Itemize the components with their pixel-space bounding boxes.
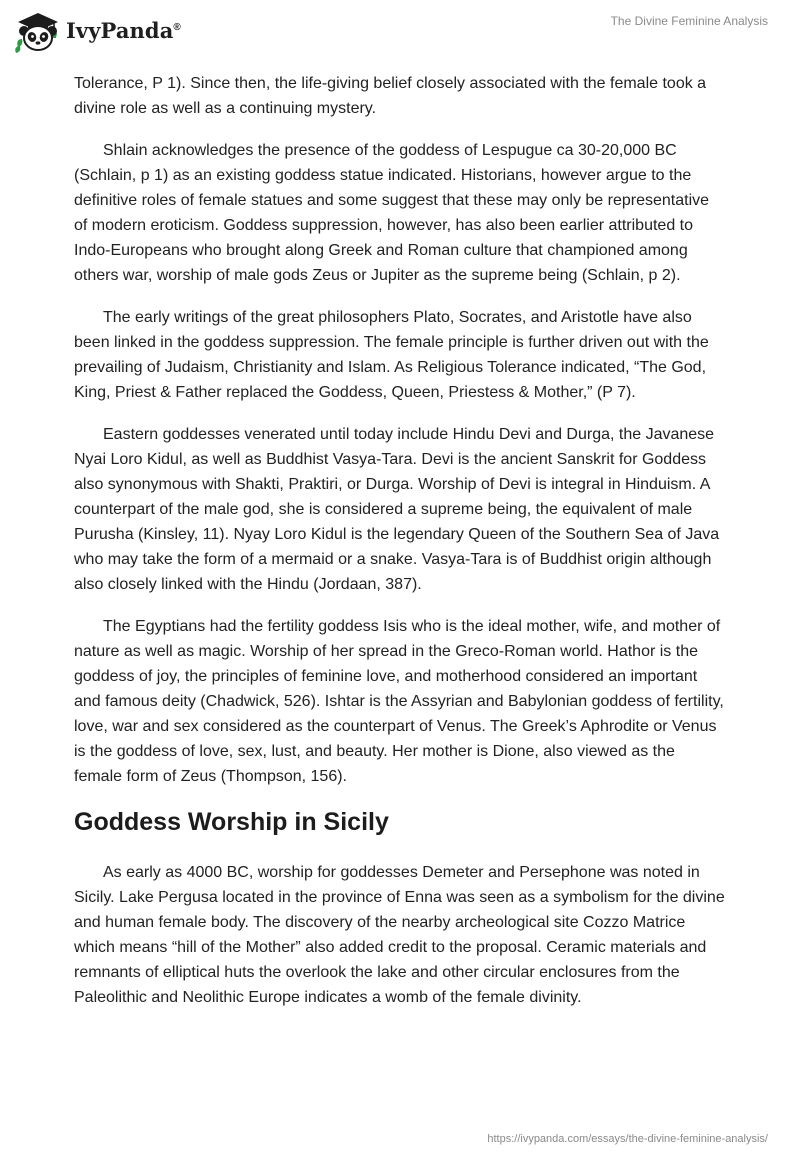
page-header	[0, 0, 800, 66]
paragraph: The Egyptians had the fertility goddess Isis who is the ideal mother, wife, and mother of nature as well as magic. Worship of her spread in the Greco-Roman world. Hathor is the goddess of joy, the principles of feminine love, and motherhood considered an important and famous deity (Chadwick, 526). Ishtar is the Assyrian and Babylonian goddess of fertility, love, war and sex considered as the counterpart of Venus. The Greek’s Aphrodite or Venus is the goddess of love, sex, lust, and beauty. Her mother is Dione, also viewed as the female form of Zeus (Thompson, 156).	[74, 618, 724, 785]
panda-mascot-icon	[14, 9, 62, 53]
article-body	[74, 71, 726, 1027]
paragraph: As early as 4000 BC, worship for goddesses Demeter and Persephone was noted in Sicily. Lake Pergusa located in the province of Enna was seen as a symbolism for the divine and human female body. The discovery of the nearby archeological site Cozzo Matrice which means “hill of the Mother” also added credit to the proposal. Ceramic materials and remnants of elliptical huts the overlook the lake and other circular enclosures from the Paleolithic and Neolithic Europe indicates a womb of the female divinity.	[74, 864, 725, 1006]
document-title: The Divine Feminine Analysis	[610, 14, 768, 28]
brand-name: IvyPanda®	[66, 17, 181, 43]
paragraph: Shlain acknowledges the presence of the goddess of Lespugue ca 30-20,000 BC (Schlain, p 1) as an existing goddess statue indicated. Historians, however argue to the definitive roles of female statues and some suggest that these may only be representative of modern eroticism. Goddess suppression, however, has also been earlier attributed to Indo-Europeans who brought along Greek and Roman culture that championed among others war, worship of male gods Zeus or Jupiter as the supreme being (Schlain, p 2).	[74, 142, 710, 284]
ivypanda-logo[interactable]	[14, 9, 181, 53]
source-url[interactable]: https://ivypanda.com/essays/the-divine-feminine-analysis/	[487, 1133, 768, 1145]
paragraph: Tolerance, P 1). Since then, the life-giving belief closely associated with the female took a divine role as well as a continuing mystery.	[74, 75, 707, 117]
paragraph: The early writings of the great philosophers Plato, Socrates, and Aristotle have also been linked in the goddess suppression. The female principle is further driven out with the prevailing of Judaism, Christianity and Islam. As Religious Tolerance indicated, “The God, King, Priest & Father replaced the Goddess, Queen, Priestess & Mother,” (P 7).	[74, 309, 709, 401]
section-heading: Goddess Worship in Sicily	[74, 808, 389, 836]
paragraph: Eastern goddesses venerated until today include Hindu Devi and Durga, the Javanese Nyai Loro Kidul, as well as Buddhist Vasya-Tara. Devi is the ancient Sanskrit for Goddess also synonymous with Shakti, Praktiri, or Durga. Worship of Devi is integral in Hinduism. A counterpart of the male god, she is considered a supreme being, the equivalent of male Purusha (Kinsley, 11). Nyay Loro Kidul is the legendary Queen of the Southern Sea of Java who may take the form of a mermaid or a snake. Vasya-Tara is of Buddhist origin although also closely linked with the Hindu (Jordaan, 387).	[74, 426, 720, 593]
